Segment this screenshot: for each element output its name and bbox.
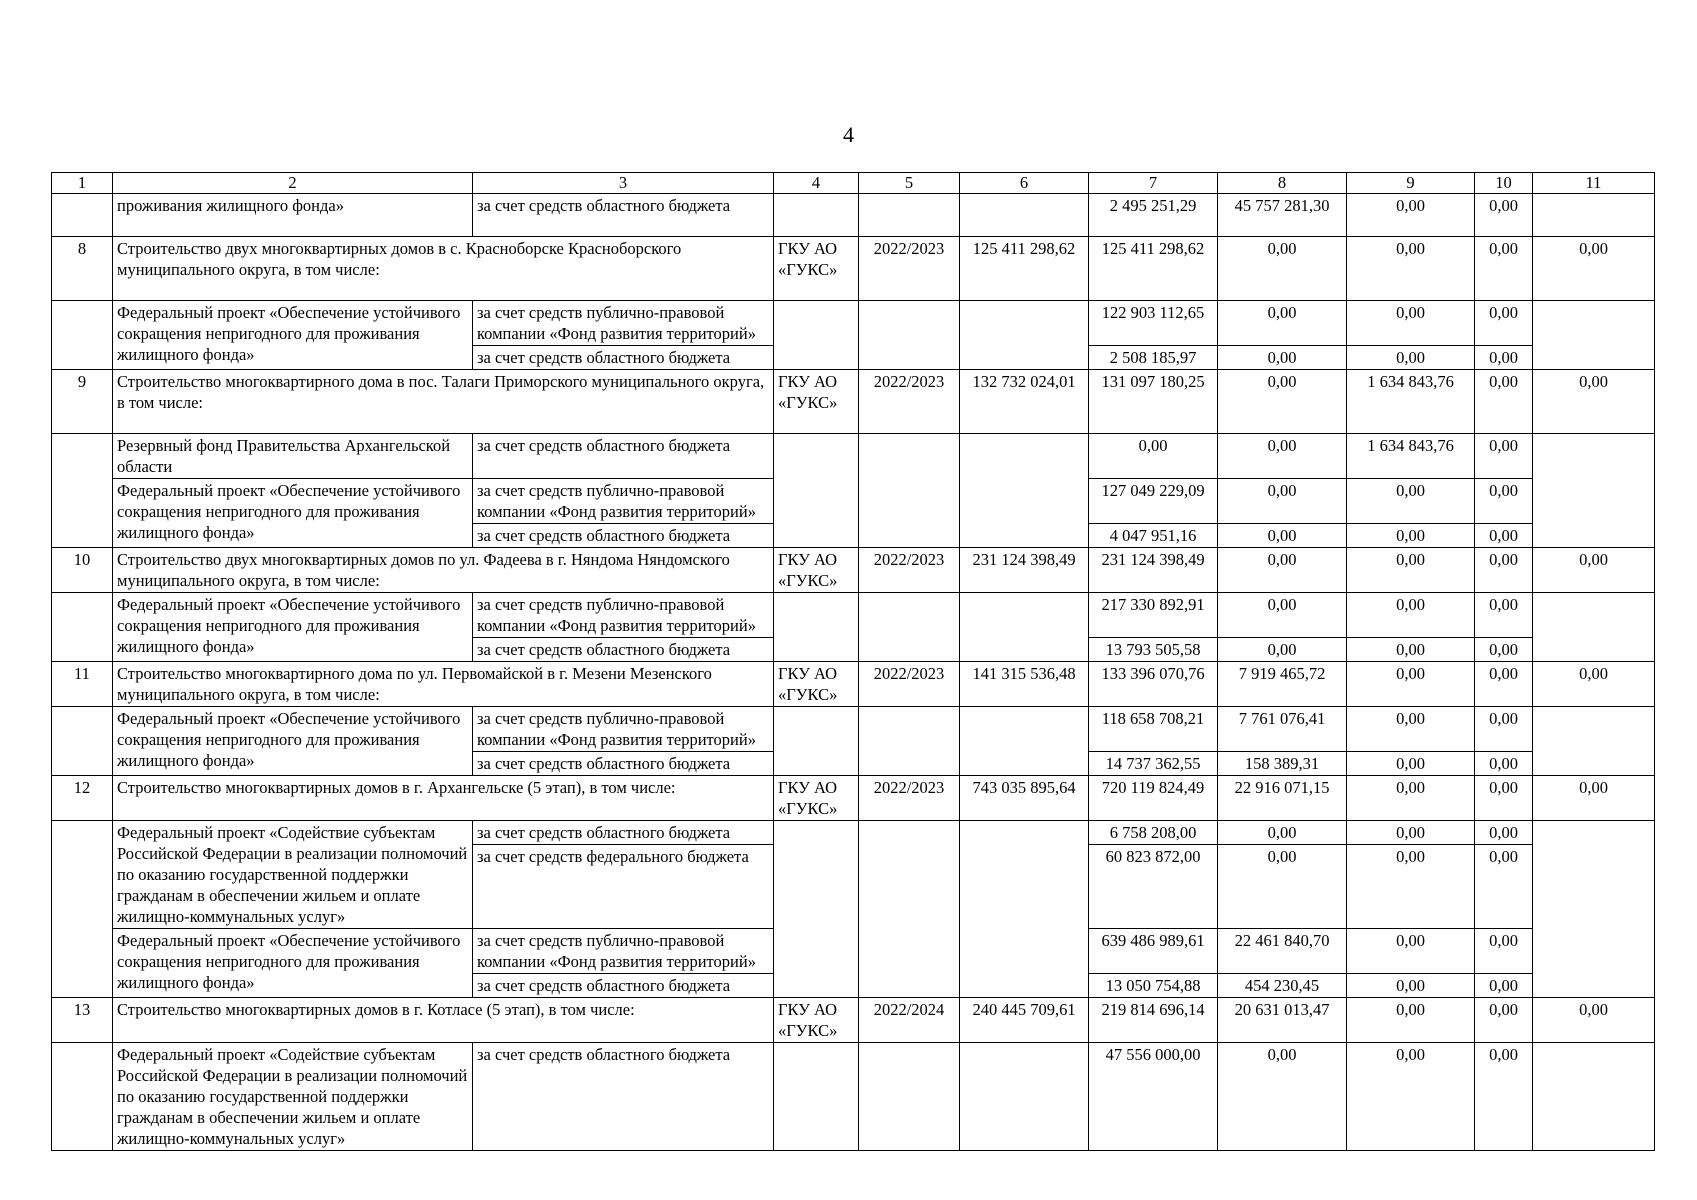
value-cell: 0,00 <box>1347 346 1475 370</box>
funding-source-cell: за счет средств областного бюджета <box>473 1043 774 1151</box>
funding-row <box>52 1043 1655 1151</box>
value-cell: 454 230,45 <box>1218 974 1347 998</box>
funding-source-cell: за счет средств публично-правовой компании «Фонд развития территорий» <box>473 479 774 524</box>
years-cell: 2022/2023 <box>859 370 960 434</box>
years-cell: 2022/2023 <box>859 776 960 821</box>
item-title: Строительство многоквартирных домов в г. Котласе (5 этап), в том числе: <box>113 998 774 1043</box>
value-cell <box>1533 434 1655 548</box>
value-cell: 0,00 <box>1218 434 1347 479</box>
value-cell: 2 508 185,97 <box>1089 346 1218 370</box>
value-cell: 125 411 298,62 <box>1089 237 1218 301</box>
funding-source-cell: за счет средств публично-правовой компании «Фонд развития территорий» <box>473 929 774 974</box>
years-cell: 2022/2024 <box>859 998 960 1043</box>
funding-source-cell: за счет средств областного бюджета <box>473 752 774 776</box>
executor-cell: ГКУ АО «ГУКС» <box>774 370 859 434</box>
total-cell <box>960 434 1089 548</box>
value-cell: 0,00 <box>1347 845 1475 929</box>
item-row-13 <box>52 998 1655 1043</box>
value-cell: 14 737 362,55 <box>1089 752 1218 776</box>
item-title: Строительство многоквартирного дома по ул. Первомайской в г. Мезени Мезенского муниципального округа, в том числе: <box>113 662 774 707</box>
project-name-cell: Федеральный проект «Обеспечение устойчивого сокращения непригодного для проживания жилищного фонда» <box>113 929 473 998</box>
value-cell: 1 634 843,76 <box>1347 370 1475 434</box>
value-cell: 0,00 <box>1533 776 1655 821</box>
item-number: 8 <box>52 237 113 301</box>
total-cost-cell: 743 035 895,64 <box>960 776 1089 821</box>
funding-source-cell: за счет средств федерального бюджета <box>473 845 774 929</box>
item-row-9 <box>52 370 1655 434</box>
years-cell <box>859 1043 960 1151</box>
column-number: 9 <box>1347 173 1475 194</box>
total-cost-cell: 240 445 709,61 <box>960 998 1089 1043</box>
item-number-cell <box>52 194 113 237</box>
program-table <box>51 172 1655 1151</box>
project-name-cell: проживания жилищного фонда» <box>113 194 473 237</box>
value-cell: 0,00 <box>1347 662 1475 707</box>
executor-cell <box>774 434 859 548</box>
value-cell <box>1533 593 1655 662</box>
project-name-cell: Федеральный проект «Обеспечение устойчивого сокращения непригодного для проживания жилищного фонда» <box>113 301 473 370</box>
value-cell <box>1533 301 1655 370</box>
value-cell: 217 330 892,91 <box>1089 593 1218 638</box>
value-cell <box>1533 194 1655 237</box>
value-cell: 4 047 951,16 <box>1089 524 1218 548</box>
funding-source-cell: за счет средств публично-правовой компании «Фонд развития территорий» <box>473 593 774 638</box>
value-cell: 0,00 <box>1347 821 1475 845</box>
value-cell: 0,00 <box>1089 434 1218 479</box>
value-cell: 0,00 <box>1347 194 1475 237</box>
funding-source-cell: за счет средств областного бюджета <box>473 524 774 548</box>
project-name-cell: Федеральный проект «Обеспечение устойчивого сокращения непригодного для проживания жилищного фонда» <box>113 479 473 548</box>
executor-cell <box>774 821 859 998</box>
value-cell: 0,00 <box>1218 548 1347 593</box>
column-number: 5 <box>859 173 960 194</box>
column-number: 1 <box>52 173 113 194</box>
funding-source-cell: за счет средств публично-правовой компании «Фонд развития территорий» <box>473 301 774 346</box>
item-number: 13 <box>52 998 113 1043</box>
executor-cell <box>774 301 859 370</box>
value-cell: 0,00 <box>1533 548 1655 593</box>
value-cell: 0,00 <box>1475 1043 1533 1151</box>
value-cell: 0,00 <box>1218 479 1347 524</box>
value-cell: 639 486 989,61 <box>1089 929 1218 974</box>
executor-cell: ГКУ АО «ГУКС» <box>774 662 859 707</box>
item-title: Строительство двух многоквартирных домов по ул. Фадеева в г. Няндома Няндомского муниципального округа, в том числе: <box>113 548 774 593</box>
value-cell: 0,00 <box>1475 662 1533 707</box>
value-cell: 0,00 <box>1347 593 1475 638</box>
total-cost-cell: 125 411 298,62 <box>960 237 1089 301</box>
value-cell: 0,00 <box>1533 998 1655 1043</box>
value-cell: 0,00 <box>1475 707 1533 752</box>
value-cell: 0,00 <box>1475 524 1533 548</box>
funding-row <box>52 434 1655 479</box>
value-cell: 127 049 229,09 <box>1089 479 1218 524</box>
value-cell: 0,00 <box>1475 548 1533 593</box>
value-cell: 6 758 208,00 <box>1089 821 1218 845</box>
value-cell: 133 396 070,76 <box>1089 662 1218 707</box>
funding-source-cell: за счет средств областного бюджета <box>473 434 774 479</box>
project-name-cell: Федеральный проект «Обеспечение устойчивого сокращения непригодного для проживания жилищного фонда» <box>113 593 473 662</box>
funding-row <box>52 821 1655 845</box>
value-cell: 0,00 <box>1475 998 1533 1043</box>
value-cell: 13 793 505,58 <box>1089 638 1218 662</box>
value-cell: 0,00 <box>1218 370 1347 434</box>
item-number: 11 <box>52 662 113 707</box>
item-row-12 <box>52 776 1655 821</box>
years-cell: 2022/2023 <box>859 237 960 301</box>
executor-cell <box>774 707 859 776</box>
value-cell: 0,00 <box>1347 301 1475 346</box>
value-cell: 0,00 <box>1347 479 1475 524</box>
item-title: Строительство многоквартирных домов в г. Архангельске (5 этап), в том числе: <box>113 776 774 821</box>
value-cell: 131 097 180,25 <box>1089 370 1218 434</box>
value-cell: 0,00 <box>1347 1043 1475 1151</box>
value-cell: 0,00 <box>1347 548 1475 593</box>
column-number: 7 <box>1089 173 1218 194</box>
value-cell: 0,00 <box>1533 662 1655 707</box>
value-cell: 22 461 840,70 <box>1218 929 1347 974</box>
project-name-cell: Федеральный проект «Обеспечение устойчивого сокращения непригодного для проживания жилищного фонда» <box>113 707 473 776</box>
column-number: 3 <box>473 173 774 194</box>
years-cell: 2022/2023 <box>859 662 960 707</box>
value-cell: 0,00 <box>1218 821 1347 845</box>
column-number: 6 <box>960 173 1089 194</box>
project-name-cell: Федеральный проект «Содействие субъектам Российской Федерации в реализации полномочий по оказанию государственной поддержки гражданам в обеспечении жильем и оплате жилищно-коммунальных услуг» <box>113 821 473 929</box>
value-cell: 0,00 <box>1475 821 1533 845</box>
total-cell <box>960 301 1089 370</box>
value-cell: 0,00 <box>1218 593 1347 638</box>
value-cell: 0,00 <box>1475 479 1533 524</box>
funding-row <box>52 707 1655 752</box>
value-cell: 20 631 013,47 <box>1218 998 1347 1043</box>
value-cell <box>1533 707 1655 776</box>
value-cell: 45 757 281,30 <box>1218 194 1347 237</box>
column-number: 4 <box>774 173 859 194</box>
item-number: 9 <box>52 370 113 434</box>
value-cell: 0,00 <box>1347 974 1475 998</box>
value-cell: 0,00 <box>1475 301 1533 346</box>
column-number: 8 <box>1218 173 1347 194</box>
column-number: 11 <box>1533 173 1655 194</box>
value-cell: 0,00 <box>1475 593 1533 638</box>
years-cell: 2022/2023 <box>859 548 960 593</box>
value-cell: 60 823 872,00 <box>1089 845 1218 929</box>
funding-source-cell: за счет средств областного бюджета <box>473 974 774 998</box>
value-cell <box>1533 821 1655 998</box>
executor-cell: ГКУ АО «ГУКС» <box>774 237 859 301</box>
value-cell: 0,00 <box>1533 370 1655 434</box>
value-cell: 0,00 <box>1475 237 1533 301</box>
total-cost-cell: 141 315 536,48 <box>960 662 1089 707</box>
item-number: 10 <box>52 548 113 593</box>
value-cell: 0,00 <box>1475 752 1533 776</box>
item-number-cell <box>52 593 113 662</box>
item-number: 12 <box>52 776 113 821</box>
funding-source-cell: за счет средств областного бюджета <box>473 346 774 370</box>
item-number-cell <box>52 434 113 548</box>
value-cell: 231 124 398,49 <box>1089 548 1218 593</box>
value-cell: 0,00 <box>1475 974 1533 998</box>
value-cell: 720 119 824,49 <box>1089 776 1218 821</box>
item-number-cell <box>52 1043 113 1151</box>
funding-source-cell: за счет средств публично-правовой компании «Фонд развития территорий» <box>473 707 774 752</box>
value-cell: 0,00 <box>1218 346 1347 370</box>
value-cell: 47 556 000,00 <box>1089 1043 1218 1151</box>
value-cell: 0,00 <box>1475 776 1533 821</box>
executor-cell <box>774 593 859 662</box>
years-cell <box>859 194 960 237</box>
total-cell <box>960 194 1089 237</box>
total-cell <box>960 593 1089 662</box>
funding-source-cell: за счет средств областного бюджета <box>473 194 774 237</box>
value-cell: 7 919 465,72 <box>1218 662 1347 707</box>
column-number: 2 <box>113 173 473 194</box>
value-cell: 0,00 <box>1475 194 1533 237</box>
executor-cell: ГКУ АО «ГУКС» <box>774 548 859 593</box>
funding-row <box>52 301 1655 346</box>
continuation-row <box>52 194 1655 237</box>
value-cell: 13 050 754,88 <box>1089 974 1218 998</box>
value-cell: 7 761 076,41 <box>1218 707 1347 752</box>
value-cell: 0,00 <box>1347 929 1475 974</box>
item-row-8 <box>52 237 1655 301</box>
value-cell: 2 495 251,29 <box>1089 194 1218 237</box>
years-cell <box>859 593 960 662</box>
project-name-cell: Резервный фонд Правительства Архангельской области <box>113 434 473 479</box>
item-row-11 <box>52 662 1655 707</box>
total-cost-cell: 132 732 024,01 <box>960 370 1089 434</box>
value-cell: 0,00 <box>1218 638 1347 662</box>
years-cell <box>859 434 960 548</box>
value-cell <box>1533 1043 1655 1151</box>
value-cell: 0,00 <box>1347 998 1475 1043</box>
value-cell: 0,00 <box>1218 1043 1347 1151</box>
item-number-cell <box>52 821 113 998</box>
executor-cell <box>774 194 859 237</box>
total-cell <box>960 1043 1089 1151</box>
page-number: 4 <box>843 122 854 147</box>
funding-source-cell: за счет средств областного бюджета <box>473 638 774 662</box>
item-row-10 <box>52 548 1655 593</box>
total-cost-cell: 231 124 398,49 <box>960 548 1089 593</box>
value-cell: 0,00 <box>1475 845 1533 929</box>
value-cell: 122 903 112,65 <box>1089 301 1218 346</box>
value-cell: 0,00 <box>1475 929 1533 974</box>
value-cell: 0,00 <box>1218 237 1347 301</box>
value-cell: 0,00 <box>1347 707 1475 752</box>
value-cell: 118 658 708,21 <box>1089 707 1218 752</box>
value-cell: 0,00 <box>1475 370 1533 434</box>
item-title: Строительство многоквартирного дома в пос. Талаги Приморского муниципального округа, в том числе: <box>113 370 774 434</box>
column-number: 10 <box>1475 173 1533 194</box>
value-cell: 0,00 <box>1347 776 1475 821</box>
item-title: Строительство двух многоквартирных домов в с. Красноборске Красноборского муниципального округа, в том числе: <box>113 237 774 301</box>
value-cell: 0,00 <box>1347 524 1475 548</box>
value-cell: 0,00 <box>1347 752 1475 776</box>
years-cell <box>859 707 960 776</box>
executor-cell: ГКУ АО «ГУКС» <box>774 998 859 1043</box>
value-cell: 22 916 071,15 <box>1218 776 1347 821</box>
total-cell <box>960 707 1089 776</box>
project-name-cell: Федеральный проект «Содействие субъектам Российской Федерации в реализации полномочий по оказанию государственной поддержки гражданам в обеспечении жильем и оплате жилищно-коммунальных услуг» <box>113 1043 473 1151</box>
value-cell: 0,00 <box>1347 638 1475 662</box>
value-cell: 1 634 843,76 <box>1347 434 1475 479</box>
value-cell: 219 814 696,14 <box>1089 998 1218 1043</box>
years-cell <box>859 821 960 998</box>
value-cell: 0,00 <box>1475 638 1533 662</box>
item-number-cell <box>52 707 113 776</box>
column-number-row <box>52 173 1655 194</box>
executor-cell <box>774 1043 859 1151</box>
value-cell: 0,00 <box>1475 434 1533 479</box>
funding-source-cell: за счет средств областного бюджета <box>473 821 774 845</box>
executor-cell: ГКУ АО «ГУКС» <box>774 776 859 821</box>
years-cell <box>859 301 960 370</box>
total-cell <box>960 821 1089 998</box>
value-cell: 0,00 <box>1218 845 1347 929</box>
value-cell: 0,00 <box>1218 524 1347 548</box>
value-cell: 0,00 <box>1347 237 1475 301</box>
value-cell: 0,00 <box>1218 301 1347 346</box>
value-cell: 0,00 <box>1475 346 1533 370</box>
item-number-cell <box>52 301 113 370</box>
value-cell: 0,00 <box>1533 237 1655 301</box>
funding-row <box>52 593 1655 638</box>
value-cell: 158 389,31 <box>1218 752 1347 776</box>
